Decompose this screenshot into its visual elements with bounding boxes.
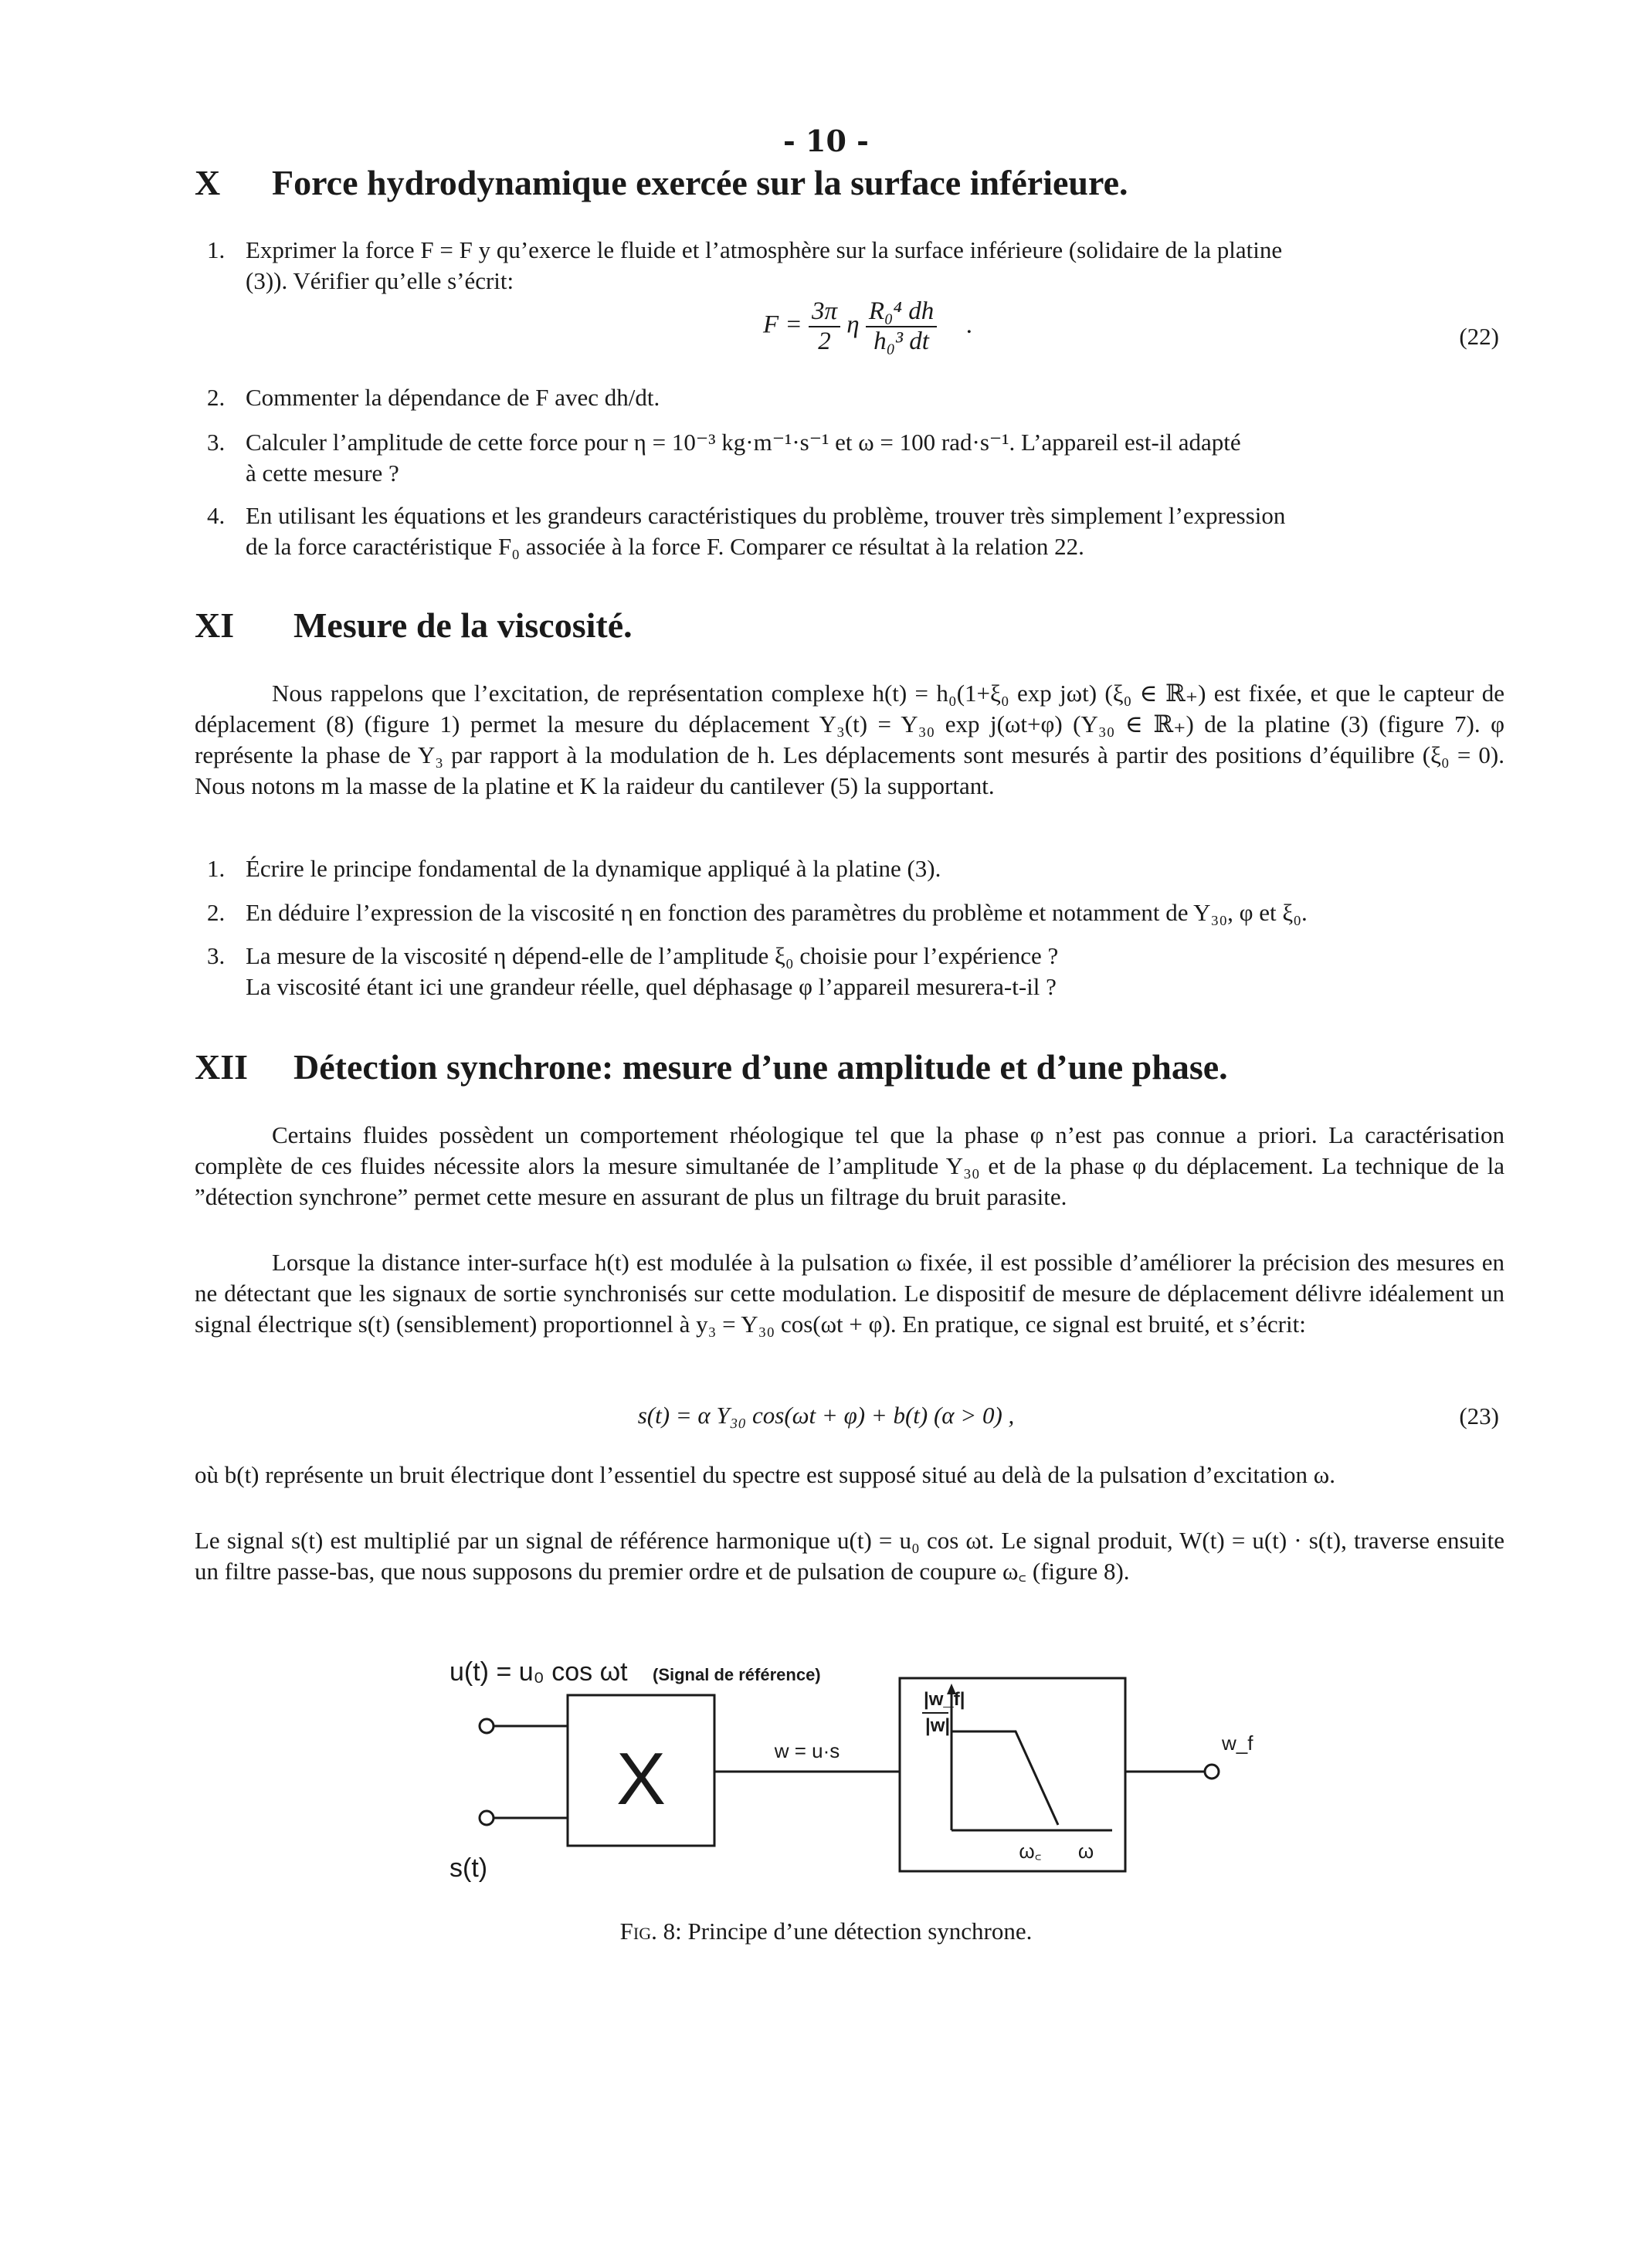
filter-x-axis-label: ω — [1077, 1840, 1094, 1863]
item-text-line: La viscosité étant ici une grandeur réelle, quel déphasage φ l’appareil mesurera-t-il ? — [246, 973, 1057, 1000]
section-title-x — [195, 162, 1128, 203]
product-label: w = u·s — [774, 1739, 840, 1762]
signal-input-terminal — [480, 1811, 494, 1825]
section-xii-paragraph-1: Certains fluides possèdent un comportement rhéologique tel que la phase φ n’est pas connue a priori. La caractérisation complète de ces fluides nécessite alors la mesure simultanée de l’amplitude Y₃₀ et de la phase φ du déplacement. La technique de la ”détection synchrone” permet cette mesure en assurant de plus un filtrage du bruit parasite. — [195, 1121, 1504, 1210]
section-title-text: Détection synchrone: mesure d’une amplitude et d’une phase. — [293, 1047, 1228, 1087]
filter-y-numerator: |w_f| — [924, 1689, 965, 1710]
item-text-line: En utilisant les équations et les grandeurs caractéristiques du problème, trouver très simplement l’expression — [246, 502, 1286, 529]
page-number: - 10 - — [783, 124, 869, 158]
output-label: w_f — [1222, 1731, 1253, 1755]
equation-number-23: (23) — [1459, 1402, 1499, 1429]
item-label: 3. — [207, 429, 226, 456]
question-x-4 — [207, 500, 1504, 562]
reference-signal-note: (Signal de référence) — [653, 1665, 821, 1684]
item-label: 4. — [207, 502, 226, 529]
section-title-xii — [195, 1046, 1228, 1087]
item-label: 2. — [207, 899, 226, 926]
item-label: 3. — [207, 942, 226, 969]
section-number: XI — [195, 605, 235, 645]
filter-response-curve — [952, 1731, 1058, 1825]
equation-fraction — [866, 297, 937, 356]
item-text-line: (3)). Vérifier qu’elle s’écrit: — [246, 267, 514, 294]
equation-coefficient — [809, 297, 840, 356]
filter-cutoff-label: ω꜀ — [1019, 1840, 1042, 1863]
question-xi-1 — [207, 853, 1504, 884]
item-text-line: à cette mesure ? — [246, 460, 399, 487]
item-text-line: La mesure de la viscosité η dépend-elle de l’amplitude ξ₀ choisie pour l’expérience ? — [246, 942, 1059, 969]
figure-caption-text: Principe d’une détection synchrone. — [687, 1918, 1033, 1945]
item-text: Écrire le principe fondamental de la dynamique appliqué à la platine (3). — [246, 855, 941, 882]
section-xi-intro: Nous rappelons que l’excitation, de représentation complexe h(t) = h₀(1+ξ₀ exp jωt) (ξ₀ ∈ ℝ₊) est fixée, et que le capteur de déplacement (8) (figure 1) permet la mesure du déplacement Y₃(t) = Y₃₀ exp j(ωt+φ) (Y₃₀ ∈ ℝ₊) de la platine (3) (figure 7). φ représente la phase de Y₃ par rapport à la modulation de h. Les déplacements sont mesurés à partir des positions d’équilibre (ξ₀ = 0). Nous notons m la masse de la platine et K la raideur du cantilever (5) la supportant. — [195, 680, 1504, 799]
equation-22 — [763, 297, 973, 356]
section-title-text: Force hydrodynamique exercée sur la surface inférieure. — [272, 163, 1128, 202]
item-text: En déduire l’expression de la viscosité η en fonction des paramètres du problème et notamment de Y₃₀, φ et ξ₀. — [246, 899, 1308, 926]
equation-number-22: (22) — [1459, 323, 1499, 350]
item-label: 1. — [207, 855, 226, 882]
question-x-2 — [207, 382, 1504, 413]
question-xi-2 — [207, 897, 1504, 928]
question-x-3 — [207, 427, 1504, 489]
fraction-numerator: R₀⁴ dh — [866, 297, 937, 327]
synchronous-detection-diagram — [433, 1653, 1529, 1915]
item-label: 2. — [207, 384, 226, 411]
reference-signal-label: u(t) = u₀ cos ωt — [449, 1657, 628, 1687]
fraction-numerator: 3π — [809, 297, 840, 327]
section-title-xi — [195, 605, 633, 646]
fraction-denominator: h₀³ dt — [873, 327, 929, 355]
reference-input-terminal — [480, 1719, 494, 1733]
section-number: X — [195, 163, 221, 202]
section-xii-paragraph-4: Le signal s(t) est multiplié par un signal de référence harmonique u(t) = u₀ cos ωt. Le signal produit, W(t) = u(t) · s(t), traverse ensuite un filtre passe-bas, que nous supposons du premier ordre et de pulsation de coupure ω꜀ (figure 8). — [195, 1527, 1504, 1585]
equation-eta: η — [846, 310, 860, 339]
figure-caption — [0, 1918, 1652, 1945]
item-text-line: Exprimer la force F = F y qu’exerce le fluide et l’atmosphère sur la surface inférieure (solidaire de la platine — [246, 236, 1283, 263]
equation-lhs: F = — [763, 310, 809, 339]
item-text: Commenter la dépendance de F avec dh/dt. — [246, 384, 660, 411]
item-text-line: de la force caractéristique F₀ associée à la force F. Comparer ce résultat à la relation 22. — [246, 533, 1084, 560]
figure-caption-prefix: Fig. 8: — [619, 1918, 682, 1945]
fraction-denominator: 2 — [818, 327, 831, 355]
item-text-line: Calculer l’amplitude de cette force pour η = 10⁻³ kg·m⁻¹·s⁻¹ et ω = 100 rad·s⁻¹. L’appareil est-il adapté — [246, 429, 1241, 456]
equation-period: . — [966, 310, 973, 339]
section-xii-paragraph-2: Lorsque la distance inter-surface h(t) est modulée à la pulsation ω fixée, il est possible d’améliorer la précision des mesures en ne détectant que les signaux de sortie synchronisés sur cette modulation. Le dispositif de mesure de déplacement délivre idéalement un signal électrique s(t) (sensiblement) proportionnel à y₃ = Y₃₀ cos(ωt + φ). En pratique, ce signal est bruité, et s’écrit: — [195, 1249, 1504, 1338]
question-x-1 — [207, 235, 1504, 297]
output-terminal — [1205, 1765, 1219, 1779]
question-xi-3 — [207, 941, 1504, 1002]
item-label: 1. — [207, 236, 226, 263]
section-number: XII — [195, 1047, 249, 1087]
equation-23: s(t) = α Y₃₀ cos(ωt + φ) + b(t) (α > 0) , — [637, 1402, 1015, 1429]
signal-input-label: s(t) — [449, 1853, 488, 1883]
section-xii-paragraph-3: où b(t) représente un bruit électrique dont l’essentiel du spectre est supposé situé au delà de la pulsation d’excitation ω. — [195, 1461, 1335, 1488]
section-title-text: Mesure de la viscosité. — [293, 605, 633, 645]
filter-y-denominator: |w| — [925, 1715, 951, 1736]
multiplier-symbol: X — [616, 1738, 667, 1820]
